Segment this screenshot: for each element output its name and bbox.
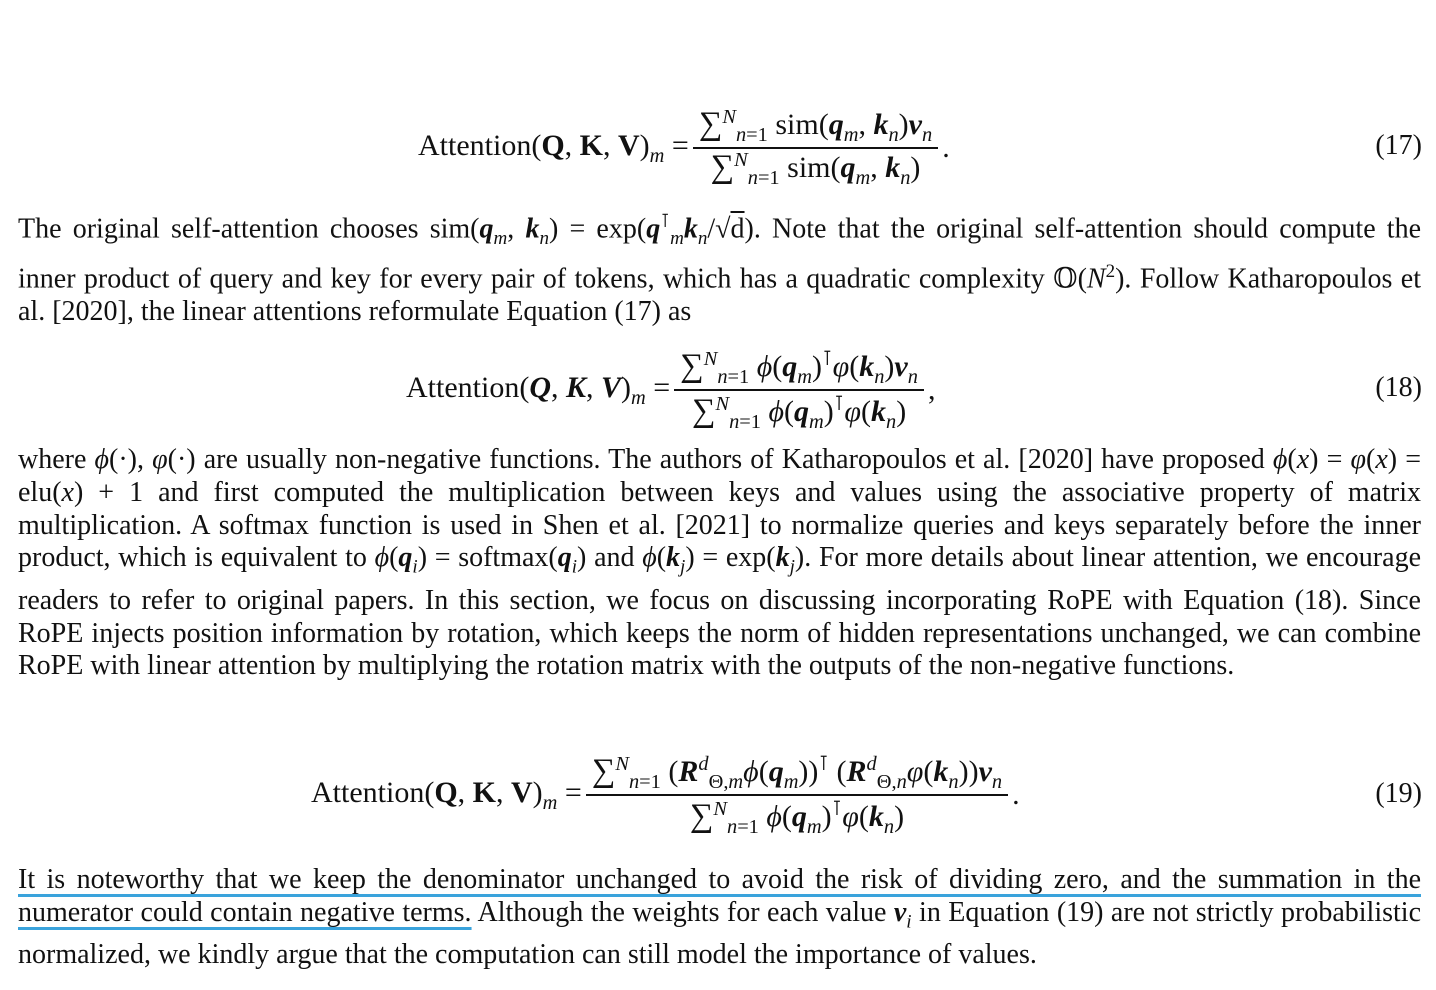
- equation-19-lhs: Attention(Q, K, $V)_m$ =: [311, 775, 582, 814]
- equation-17-trailing: .: [942, 131, 950, 164]
- equation-18-trailing: ,: [927, 373, 936, 406]
- equation-18-fraction: [674, 346, 924, 434]
- equation-19-fraction: [586, 751, 1008, 839]
- equation-17-fraction: [693, 106, 938, 190]
- highlighted-sentence: It is noteworthy that we keep the denominator unchanged to avoid the risk of dividing zero, and the summation in the numerator could contain negative terms.: [18, 864, 1421, 928]
- paragraph-3: It is noteworthy that we keep the denominator unchanged to avoid the risk of dividing zero, and the summation in the numerator could contain negative terms. Although the weights for each value $v_i$ in Equation (19) are not strictly probabilistic normalized, we kindly argue that the computation can still model the importance of values.: [18, 864, 1421, 971]
- paragraph-2: where ϕ(·), φ(·) are usually non-negative functions. The authors of Katharopoulos et al. [2020] have proposed ϕ(x) = φ(x) = elu(x) + 1 and first computed the multiplication between keys and values using the associative property of matrix multiplication. A softmax function is used in Shen et al. [2021] to normalize queries and keys separately before the inner product, which is equivalent to $\phi(q_i)$ = $softmax(q_i)$ and $\phi(k_j) = \exp(k_j)$. For more details about linear attention, we encourage readers to refer to original papers. In this section, we focus on discussing incorporating RoPE with Equation (18). Since RoPE injects position information by rotation, which keeps the norm of hidden representations unchanged, we can combine RoPE with linear attention by multiplying the rotation matrix with the outputs of the non-negative functions.: [18, 444, 1421, 682]
- equation-17-number: (17): [1375, 130, 1422, 161]
- equation-18: [0, 346, 1436, 434]
- equation-18-lhs: Attention(Q, K, $V)_m$ =: [406, 370, 671, 409]
- equation-19-numerator: ∑$^N_{n=1}$ $(R^d_{\Theta,m}\phi(q_m))^⊺$ $(R^d_{\Theta,n}\varphi(k_n))v_n$: [591, 753, 1003, 794]
- equation-19-body: [311, 750, 1020, 840]
- equation-18-body: [406, 346, 935, 434]
- equation-17-body: [418, 104, 950, 192]
- equation-18-number: (18): [1375, 372, 1422, 403]
- equation-19-number: (19): [1375, 778, 1422, 809]
- equation-19-trailing: .: [1012, 778, 1020, 811]
- equation-18-numerator: ∑$^N_{n=1}$ $\phi(q_m)^⊺\varphi(k_n)v_n$: [680, 348, 918, 389]
- paragraph-1: The original self-attention chooses $sim(q_m$, $k_n) = \exp(q^⊺_mk_n/√d)$. Note that the original self-attention should compute the inner product of query and key for every pair of tokens, which has a quadratic complexity $𝕆(N^2)$. Follow Katharopoulos et al. [2020], the linear attentions reformulate Equation (17) as: [18, 211, 1422, 327]
- equation-17: [0, 104, 1436, 192]
- equation-18-denominator: ∑$^N_{n=1}$ $\phi(q_m)^⊺\varphi(k_n)$: [691, 392, 907, 433]
- equation-17-numerator: ∑$^N_{n=1}$ $sim(q_m$, $k_n)v_n$: [698, 106, 933, 147]
- equation-17-lhs: Attention(Q, K, $V)_m$ =: [418, 128, 689, 167]
- equation-19: [0, 750, 1436, 840]
- equation-17-denominator: ∑$^N_{n=1}$ $sim(q_m$, $k_n$): [710, 148, 921, 189]
- equation-19-denominator: ∑$^N_{n=1}$ $\phi(q_m)^⊺\varphi(k_n)$: [689, 797, 905, 838]
